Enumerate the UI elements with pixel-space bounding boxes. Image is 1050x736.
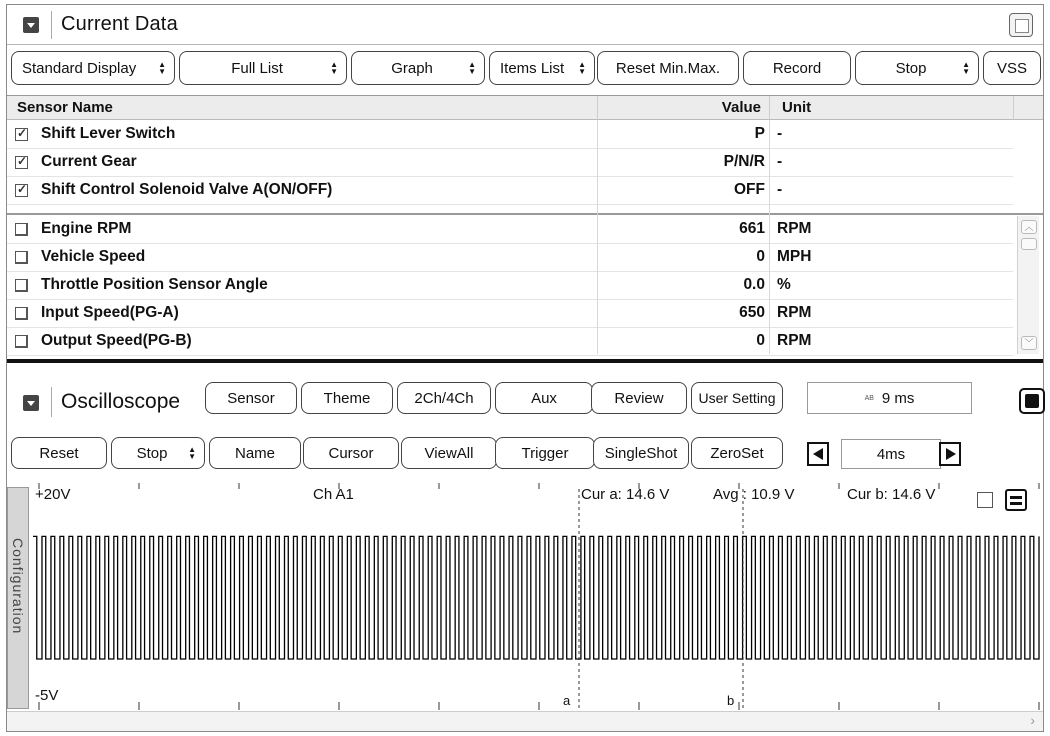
current-data-title: Current Data bbox=[61, 13, 178, 35]
scroll-down-icon[interactable]: ﹀ bbox=[1021, 336, 1037, 350]
sensor-value: 661 bbox=[739, 220, 765, 237]
column-line bbox=[597, 120, 598, 354]
time-div-value: 4ms bbox=[841, 439, 941, 469]
sensor-checkbox[interactable] bbox=[15, 184, 28, 197]
column-header-filler bbox=[1013, 96, 1043, 120]
record-button[interactable] bbox=[743, 51, 851, 85]
sensor-unit: RPM bbox=[777, 304, 812, 321]
vss-button-label: VSS bbox=[996, 59, 1027, 77]
stop-select-label: Stop bbox=[895, 59, 927, 77]
sensor-name: Shift Control Solenoid Valve A(ON/OFF) bbox=[41, 181, 333, 198]
items-list-select[interactable] bbox=[489, 51, 595, 85]
updown-icon: ▲ ▼ bbox=[188, 445, 196, 461]
sensor-checkbox[interactable] bbox=[15, 307, 28, 320]
sensor-checkbox[interactable] bbox=[15, 128, 28, 141]
standard-display-select[interactable] bbox=[11, 51, 175, 85]
single-shot-button[interactable] bbox=[593, 437, 689, 469]
sensor-table bbox=[7, 95, 1043, 353]
horizontal-scrollbar[interactable] bbox=[7, 711, 1043, 731]
user-setting-button[interactable] bbox=[691, 382, 783, 414]
stop-select[interactable] bbox=[111, 437, 205, 469]
full-list-select[interactable] bbox=[179, 51, 347, 85]
sample-time-value: 9 ms bbox=[881, 389, 915, 407]
view-all-button-label: ViewAll bbox=[424, 444, 474, 462]
cursor-button-label: Cursor bbox=[328, 444, 374, 462]
y-axis-max-label: +20V bbox=[35, 486, 71, 503]
stop-select-label: Stop bbox=[136, 444, 168, 462]
sensor-name: Throttle Position Sensor Angle bbox=[41, 276, 268, 293]
vss-button[interactable] bbox=[983, 51, 1041, 85]
trigger-button[interactable] bbox=[495, 437, 595, 469]
configuration-tab[interactable] bbox=[7, 487, 29, 709]
sensor-value: 650 bbox=[739, 304, 765, 321]
configuration-tab-label: Configuration bbox=[10, 538, 26, 635]
name-button[interactable] bbox=[209, 437, 301, 469]
sensor-row[interactable] bbox=[7, 300, 1013, 328]
name-button-label: Name bbox=[234, 444, 275, 462]
current-data-header bbox=[7, 5, 1043, 45]
sensor-row[interactable] bbox=[7, 244, 1013, 272]
full-list-select-label: Full List bbox=[231, 59, 283, 77]
time-div-decrease-icon[interactable] bbox=[807, 442, 829, 466]
record-button-label: Record bbox=[772, 59, 822, 77]
sensor-row[interactable] bbox=[7, 177, 1013, 205]
oscilloscope-title: Oscilloscope bbox=[61, 390, 181, 413]
collapse-current-data-icon[interactable] bbox=[23, 17, 39, 33]
cursor-a-marker[interactable]: a bbox=[563, 693, 571, 708]
theme-button-label: Theme bbox=[323, 389, 371, 407]
reset-button-label: Reset bbox=[39, 444, 79, 462]
sensor-checkbox[interactable] bbox=[15, 335, 28, 348]
sensor-button-label: Sensor bbox=[227, 389, 275, 407]
graph-select-label: Graph bbox=[391, 59, 433, 77]
scope-option-checkbox[interactable] bbox=[977, 492, 993, 508]
signal-trace bbox=[33, 536, 1039, 659]
panel-splitter[interactable] bbox=[7, 359, 1043, 363]
maximize-icon[interactable] bbox=[1009, 13, 1033, 37]
sensor-row[interactable] bbox=[7, 121, 1013, 149]
sensor-unit: MPH bbox=[777, 248, 812, 265]
header-divider bbox=[51, 11, 52, 39]
oscilloscope-plot[interactable] bbox=[31, 483, 1043, 710]
sensor-row[interactable] bbox=[7, 328, 1013, 356]
sensor-name: Vehicle Speed bbox=[41, 248, 146, 265]
osc-header-divider bbox=[51, 387, 52, 417]
standard-display-select-label: Standard Display bbox=[22, 59, 137, 77]
updown-icon: ▲ ▼ bbox=[330, 60, 338, 76]
channel-mode-button[interactable] bbox=[397, 382, 491, 414]
aux-button[interactable] bbox=[495, 382, 593, 414]
scroll-thumb[interactable] bbox=[1021, 238, 1037, 250]
items-list-select-label: Items List bbox=[500, 59, 565, 77]
reset-min-max-button-label: Reset Min.Max. bbox=[615, 59, 721, 77]
stop-select[interactable] bbox=[855, 51, 979, 85]
stop-capture-icon[interactable] bbox=[1019, 388, 1045, 414]
sensor-checkbox[interactable] bbox=[15, 223, 28, 236]
view-all-button[interactable] bbox=[401, 437, 497, 469]
single-shot-button-label: SingleShot bbox=[604, 444, 678, 462]
trigger-button-label: Trigger bbox=[521, 444, 569, 462]
graph-select[interactable] bbox=[351, 51, 485, 85]
sample-time-display bbox=[807, 382, 972, 414]
sensor-name: Engine RPM bbox=[41, 220, 132, 237]
sensor-unit: - bbox=[777, 125, 783, 142]
sensor-name: Shift Lever Switch bbox=[41, 125, 176, 142]
scroll-up-icon[interactable]: ︿ bbox=[1021, 220, 1037, 234]
sensor-value: 0 bbox=[756, 332, 765, 349]
updown-icon: ▲ ▼ bbox=[962, 60, 970, 76]
scope-layout-icon[interactable] bbox=[1005, 489, 1027, 511]
updown-icon: ▲ ▼ bbox=[468, 60, 476, 76]
cursor-b-readout: Cur b: 14.6 V bbox=[847, 486, 936, 503]
theme-button[interactable] bbox=[301, 382, 393, 414]
column-line bbox=[769, 120, 770, 354]
sensor-checkbox[interactable] bbox=[15, 279, 28, 292]
sensor-value: 0.0 bbox=[743, 276, 765, 293]
sensor-row[interactable] bbox=[7, 149, 1013, 177]
fixed-rows-separator bbox=[7, 213, 1043, 215]
sensor-unit: - bbox=[777, 153, 783, 170]
review-button[interactable] bbox=[591, 382, 687, 414]
sensor-unit: RPM bbox=[777, 332, 812, 349]
sensor-checkbox[interactable] bbox=[15, 156, 28, 169]
y-axis-min-label: -5V bbox=[35, 687, 59, 704]
reset-button[interactable] bbox=[11, 437, 107, 469]
cursor-b-marker[interactable]: b bbox=[727, 693, 735, 708]
average-readout: Avg : 10.9 V bbox=[713, 486, 795, 503]
cursor-button[interactable] bbox=[303, 437, 399, 469]
sensor-name: Current Gear bbox=[41, 153, 137, 170]
sample-time-icon: AB bbox=[864, 394, 874, 402]
time-div-increase-icon[interactable] bbox=[939, 442, 961, 466]
reset-min-max-button[interactable] bbox=[597, 51, 739, 85]
sensor-value: OFF bbox=[734, 181, 765, 198]
sensor-name: Input Speed(PG-A) bbox=[41, 304, 179, 321]
sensor-row[interactable] bbox=[7, 272, 1013, 300]
sensor-value: 0 bbox=[756, 248, 765, 265]
sensor-list-scrollbar[interactable] bbox=[1017, 216, 1039, 354]
column-header-sensor[interactable]: Sensor Name bbox=[7, 96, 597, 120]
sensor-unit: % bbox=[777, 276, 791, 293]
aux-button-label: Aux bbox=[531, 389, 557, 407]
zero-set-button[interactable] bbox=[691, 437, 783, 469]
sensor-value: P bbox=[754, 125, 765, 142]
sensor-row[interactable] bbox=[7, 216, 1013, 244]
collapse-oscilloscope-icon[interactable] bbox=[23, 395, 39, 411]
user-setting-button-label: User Setting bbox=[698, 390, 776, 406]
cursor-a-readout: Cur a: 14.6 V bbox=[581, 486, 670, 503]
scan-tool-window bbox=[6, 4, 1044, 732]
sensor-unit: - bbox=[777, 181, 783, 198]
updown-icon: ▲ ▼ bbox=[578, 60, 586, 76]
channel-mode-button-label: 2Ch/4Ch bbox=[414, 389, 474, 407]
sensor-button[interactable] bbox=[205, 382, 297, 414]
sensor-checkbox[interactable] bbox=[15, 251, 28, 264]
column-header-value[interactable]: Value bbox=[597, 96, 769, 120]
sensor-value: P/N/R bbox=[723, 153, 765, 170]
channel-label: Ch A1 bbox=[313, 486, 354, 503]
updown-icon: ▲ ▼ bbox=[158, 60, 166, 76]
column-header-unit[interactable]: Unit bbox=[769, 96, 1013, 120]
sensor-unit: RPM bbox=[777, 220, 812, 237]
sensor-name: Output Speed(PG-B) bbox=[41, 332, 192, 349]
zero-set-button-label: ZeroSet bbox=[710, 444, 764, 462]
review-button-label: Review bbox=[614, 389, 664, 407]
